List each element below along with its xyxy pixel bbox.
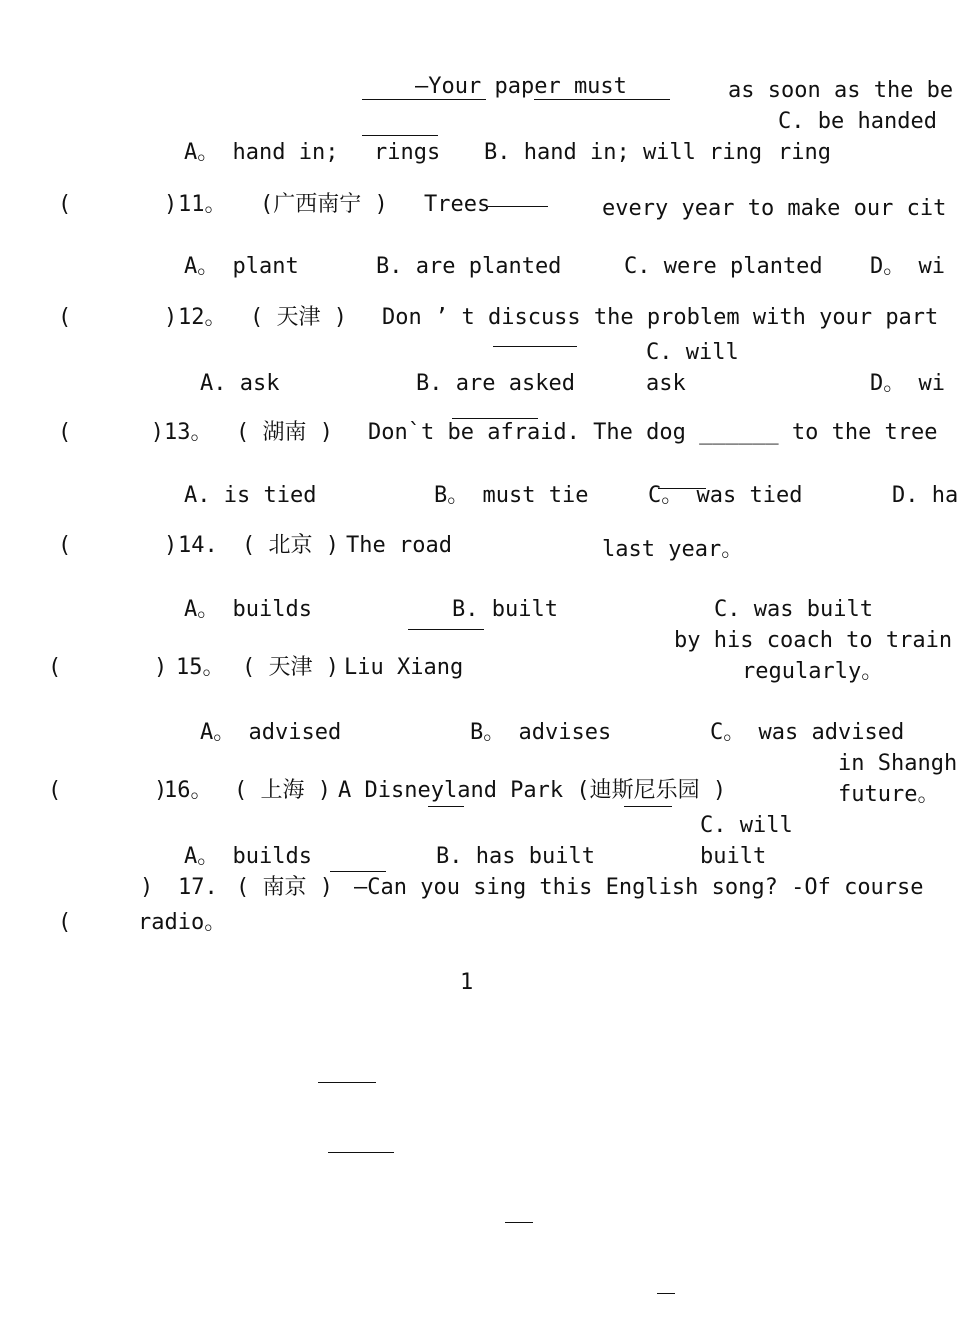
q13-source: ( 湖南 ) — [236, 420, 333, 445]
q16-source: ( 上海 ) — [234, 778, 331, 803]
q13-option-b: B。 must tie — [434, 483, 589, 508]
q14-answer-paren: ( ) — [58, 533, 178, 558]
blank-line — [505, 1222, 533, 1223]
q12-option-b: B. are asked — [416, 371, 575, 396]
q17-blank-line — [330, 871, 386, 872]
q11-option-d: D。 wi — [870, 254, 945, 279]
q11-option-a: A。 plant — [184, 254, 299, 279]
q10-option-a-word: rings — [374, 140, 441, 165]
q17-number: 17. — [178, 875, 218, 900]
q16-option-c-top: C. will — [700, 813, 793, 838]
q15-tail-line2: regularly。 — [742, 659, 884, 684]
q14-number: 14. — [178, 533, 218, 558]
blank-line — [328, 1152, 394, 1153]
q12-option-c-bottom: ask — [646, 371, 686, 396]
q10-option-b: B. hand in; will ring — [484, 140, 763, 165]
q17-paren-open: ( — [58, 910, 72, 935]
q17-paren-close: ) — [140, 875, 154, 900]
q16-tail-line1: in Shangh — [838, 751, 958, 776]
q14-stem: The road — [346, 533, 452, 558]
q13-answer-paren: ( ) — [58, 420, 164, 445]
q14-option-a: A。 builds — [184, 597, 312, 622]
q17-stem: —Can you sing this English song? -Of course — [354, 875, 924, 900]
q12-source: ( 天津 ) — [250, 305, 347, 330]
q12-number: 12。 — [178, 305, 227, 330]
q11-option-b: B. are planted — [376, 254, 562, 279]
q11-option-c: C. were planted — [624, 254, 823, 279]
q16-option-a: A。 builds — [184, 844, 312, 869]
q12-stem: Don ’ t discuss the problem with your part — [382, 305, 939, 330]
q11-stem: Trees — [424, 192, 491, 217]
q16-option-b: B. has built — [436, 844, 595, 869]
q10-option-b-tail: ring — [778, 140, 831, 165]
q15-answer-paren: ( ) — [48, 655, 168, 680]
q13-option-d: D. ha — [892, 483, 958, 508]
q12-option-d: D。 wi — [870, 371, 945, 396]
q15-option-a: A。 advised — [200, 720, 342, 745]
q11-source: (广西南宁 ) — [260, 192, 388, 217]
blank-line — [657, 1293, 675, 1294]
q16-option-c-bottom: built — [700, 844, 767, 869]
q17-continuation: radio。 — [138, 910, 227, 935]
q13-number: 13。 — [164, 420, 213, 445]
q17-source: ( 南京 ) — [236, 875, 333, 900]
q13-option-c: C。 was tied — [648, 483, 803, 508]
q10-prompt: —Your paper must — [415, 74, 627, 99]
q10-blank-line — [362, 135, 438, 136]
q14-blank-line — [408, 629, 484, 630]
q13-option-a: A. is tied — [184, 483, 317, 508]
q16-number: 16。 — [164, 778, 213, 803]
q10-blank-line — [534, 99, 670, 100]
q12-option-c-top: C. will — [646, 340, 739, 365]
q11-tail: every year to make our cit — [602, 196, 947, 221]
q15-stem: Liu Xiang — [344, 655, 464, 680]
q11-answer-paren: ( ) — [58, 192, 178, 217]
q13-stem: Don`t be afraid. The dog ______ to the tree — [368, 420, 938, 445]
q14-source: ( 北京 ) — [242, 533, 339, 558]
q15-option-b: B。 advises — [470, 720, 612, 745]
q10-option-a: A。 hand in; — [184, 140, 339, 165]
q15-tail-line1: by his coach to train — [674, 628, 953, 653]
q15-number: 15。 — [176, 655, 225, 680]
q14-option-b: B. built — [452, 597, 558, 622]
q14-tail: last year。 — [602, 537, 744, 562]
q13-blank-line — [452, 418, 538, 419]
blank-line — [318, 1082, 376, 1083]
q16-tail-line2: future。 — [838, 782, 940, 807]
q11-blank-line — [488, 206, 548, 207]
q16-blank-line — [624, 806, 672, 807]
q12-blank-line — [493, 346, 577, 347]
q14-option-c: C. was built — [714, 597, 873, 622]
q11-number: 11。 — [178, 192, 227, 217]
q16-blank-line — [428, 806, 464, 807]
q16-answer-paren: ( ) — [48, 778, 168, 803]
q12-option-a: A. ask — [200, 371, 280, 396]
q10-tail: as soon as the be — [728, 78, 954, 103]
q15-option-c: C。 was advised — [710, 720, 905, 745]
page-number: 1 — [460, 970, 474, 995]
q10-option-c: C. be handed — [778, 109, 937, 134]
q10-blank-line — [362, 99, 486, 100]
q12-answer-paren: ( ) — [58, 305, 178, 330]
q16-stem: A Disneyland Park (迪斯尼乐园 ) — [338, 778, 727, 803]
q15-source: ( 天津 ) — [242, 655, 339, 680]
